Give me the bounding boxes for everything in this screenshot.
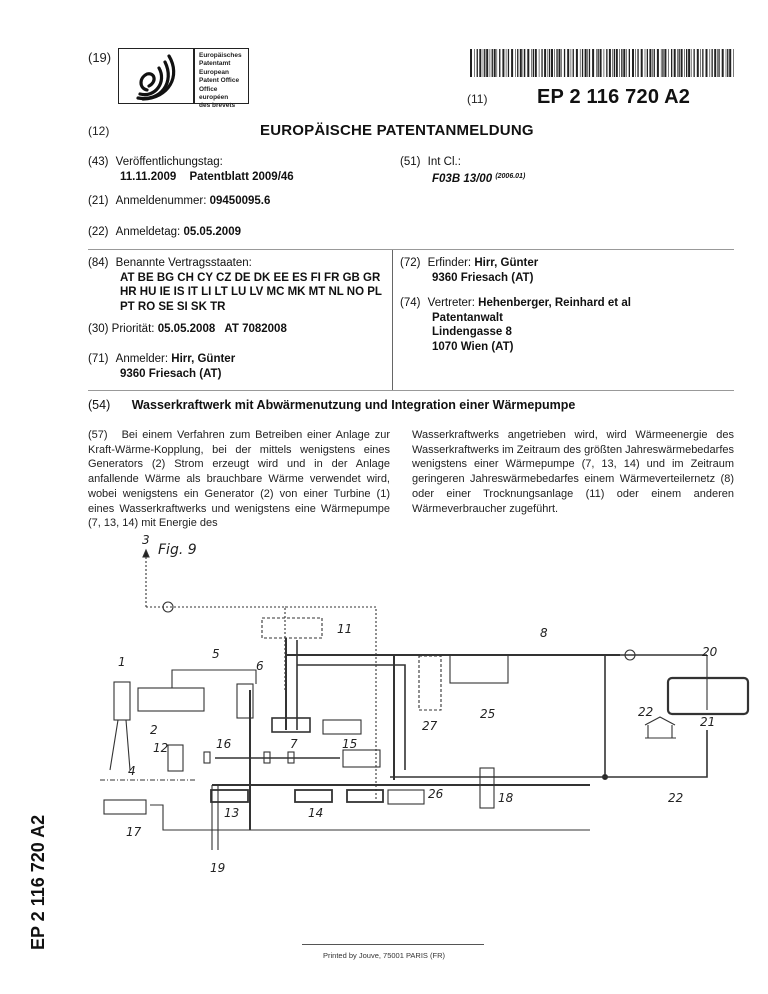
patent-drawing	[90, 530, 718, 875]
ref-numeral: 27	[422, 719, 438, 733]
barcode-bar	[681, 49, 683, 77]
ref-numeral: 12	[153, 741, 169, 755]
inid-74: (74)	[400, 297, 421, 309]
abstract-column-2	[412, 428, 734, 516]
barcode-bar	[671, 49, 672, 77]
barcode-bar	[497, 49, 498, 77]
barcode-bar	[697, 49, 699, 77]
states-line: AT BE BG CH CY CZ DE DK EE ES FI FR GB GR	[120, 271, 381, 284]
barcode-bar	[654, 49, 655, 77]
barcode-bar	[539, 49, 540, 77]
application-number-label: Anmeldenummer:	[115, 195, 207, 207]
applicant-name: Hirr, Günter	[171, 353, 236, 365]
logo-line: Patent Office	[199, 76, 240, 84]
priority-value: 05.05.2008 AT 7082008	[157, 323, 287, 335]
barcode-bar	[686, 49, 687, 77]
inventor-block	[400, 256, 538, 285]
barcode-bar	[585, 49, 587, 77]
barcode-bar	[623, 49, 625, 77]
barcode-bar	[567, 49, 569, 77]
barcode-bar	[647, 49, 648, 77]
filing-date-label: Anmeldetag:	[115, 226, 181, 238]
divider	[88, 249, 734, 250]
barcode-bar	[652, 49, 653, 77]
barcode-bar	[502, 49, 504, 77]
barcode-bar	[626, 49, 627, 77]
barcode-bar	[533, 49, 534, 77]
inid-57: (57)	[88, 429, 108, 441]
inid-21: (21)	[88, 195, 109, 207]
classification-block	[400, 155, 525, 187]
ref-numeral: 16	[216, 737, 232, 751]
ref-numeral: 19	[210, 861, 226, 875]
barcode-bar	[517, 49, 518, 77]
barcode-bar	[486, 49, 488, 77]
logo-line: des brevets	[199, 101, 236, 109]
representative-label: Vertreter:	[427, 297, 475, 309]
publication-number: EP 2 116 720 A2	[537, 86, 691, 108]
barcode-bar	[727, 49, 728, 77]
ref-numeral: 17	[126, 825, 142, 839]
publication-label: Veröffentlichungstag:	[115, 156, 223, 168]
filing-date: 05.05.2009	[183, 226, 241, 238]
barcode-bar	[657, 49, 659, 77]
priority-label: Priorität:	[111, 323, 155, 335]
invention-title: Wasserkraftwerk mit Abwärmenutzung und Integration einer Wärmepumpe	[131, 398, 576, 412]
abstract-text: Bei einem Verfahren zum Betreiben einer Anlage zur Kraft-Wärme-Kopplung, bei der mittels wenigstens eines Generators (2) Strom erzeugt wird und in der Anlage anfallende Wärme als brauchbare Wärme verwendet wird, wobei wenigstens ein Generator (2) von einer Turbine (1) eines Wasserkraftwerks und wenigstens eine Wärmepumpe (7, 13, 14) mit Energie des	[88, 429, 390, 530]
barcode-bar	[474, 49, 475, 77]
inid-11: (11)	[467, 92, 488, 106]
publication-date: 11.11.2009	[120, 170, 177, 183]
ipc-code: F03B 13/00	[432, 173, 493, 186]
barcode-bar	[559, 49, 561, 77]
barcode-bar	[582, 49, 583, 77]
barcode-bar	[726, 49, 727, 77]
barcode-bar	[661, 49, 662, 77]
barcode-bar	[733, 49, 734, 77]
classification-label: Int Cl.:	[427, 156, 461, 168]
ref-numeral: 3	[142, 533, 150, 547]
divider	[88, 390, 734, 391]
application-number: 09450095.6	[209, 195, 271, 207]
barcode-bar	[712, 49, 713, 77]
barcode-bar	[515, 49, 516, 77]
barcode-bar	[535, 49, 537, 77]
ref-numeral: 14	[308, 806, 324, 820]
barcode-bar	[679, 49, 680, 77]
ref-numeral: 13	[224, 806, 240, 820]
barcode-bar	[614, 49, 615, 77]
printer-note: Printed by Jouve, 75001 PARIS (FR)	[323, 951, 445, 960]
application-number-block	[88, 194, 270, 209]
barcode-bar	[649, 49, 651, 77]
ref-numeral: 15	[342, 737, 358, 751]
inid-71: (71)	[88, 353, 109, 365]
barcode-bar	[564, 49, 565, 77]
inid-72: (72)	[400, 257, 421, 269]
barcode-bar	[598, 49, 599, 77]
representative-line: Lindengasse 8	[432, 326, 512, 338]
barcode-bar	[684, 49, 685, 77]
column-divider	[392, 250, 393, 390]
states-line: PT RO SE SI SK TR	[120, 300, 226, 313]
logo-line: Office européen	[199, 86, 229, 101]
barcode-bar	[674, 49, 676, 77]
ipc-version: (2006.01)	[495, 172, 526, 180]
ref-numeral: 5	[212, 647, 220, 661]
logo-line: European	[199, 69, 229, 77]
ref-numeral: 8	[540, 626, 548, 640]
barcode-bar	[490, 49, 491, 77]
inid-12: (12)	[88, 124, 110, 138]
barcode-bar	[677, 49, 678, 77]
inid-22: (22)	[88, 226, 109, 238]
applicant-label: Anmelder:	[115, 353, 169, 365]
barcode-bar	[508, 49, 509, 77]
barcode-bar	[492, 49, 493, 77]
barcode-bar	[554, 49, 555, 77]
barcode-bar	[511, 49, 513, 77]
barcode-bar	[662, 49, 663, 77]
barcode-bar	[694, 49, 695, 77]
inid-19: (19)	[88, 50, 112, 65]
representative-line: Patentanwalt	[432, 311, 503, 324]
inid-51: (51)	[400, 156, 421, 168]
ref-numeral: 11	[337, 622, 353, 636]
ref-numeral: 21	[700, 715, 716, 729]
designated-states-list	[120, 271, 382, 315]
barcode-bar	[710, 49, 711, 77]
abstract-column-1	[88, 428, 390, 531]
barcode-bar	[632, 49, 634, 77]
ref-numeral: 1	[118, 655, 126, 669]
inid-84: (84)	[88, 257, 109, 269]
figure-caption: Fig. 9	[158, 542, 197, 558]
barcode-bar	[706, 49, 708, 77]
footer-rule	[302, 944, 484, 945]
logo-line: Patentamt	[199, 59, 231, 67]
barcode-bar	[664, 49, 666, 77]
barcode-bar	[494, 49, 496, 77]
barcode	[470, 49, 737, 77]
barcode-bar	[596, 49, 597, 77]
designated-states-label: Benannte Vertragsstaaten:	[115, 257, 252, 269]
epo-logo-text	[199, 52, 248, 111]
priority-block	[88, 322, 287, 337]
side-publication-number: EP 2 116 720 A2	[28, 814, 48, 950]
barcode-bar	[587, 49, 588, 77]
epo-logo-icon	[125, 52, 187, 100]
inventor-label: Erfinder:	[427, 257, 472, 269]
representative-line: 1070 Wien (AT)	[432, 340, 514, 353]
barcode-bar	[589, 49, 590, 77]
barcode-bar	[718, 49, 719, 77]
barcode-bar	[479, 49, 481, 77]
barcode-bar	[576, 49, 578, 77]
inid-54: (54)	[88, 398, 111, 412]
barcode-bar	[527, 49, 529, 77]
ref-numeral: 7	[290, 737, 298, 751]
barcode-bar	[688, 49, 690, 77]
representative-block	[400, 296, 631, 354]
barcode-bar	[637, 49, 638, 77]
inid-30: (30)	[88, 323, 109, 335]
barcode-bar	[717, 49, 718, 77]
epo-logo	[118, 48, 249, 109]
barcode-bar	[722, 49, 724, 77]
ref-numeral: 22	[668, 791, 684, 805]
applicant-block	[88, 352, 235, 381]
ref-numeral: 2	[150, 723, 158, 737]
designated-states-block	[88, 256, 382, 314]
logo-line: Europäisches	[199, 52, 242, 59]
barcode-bar	[561, 49, 562, 77]
barcode-bar	[612, 49, 613, 77]
barcode-bar	[616, 49, 618, 77]
inventor-address: 9360 Friesach (AT)	[432, 271, 534, 284]
barcode-bar	[600, 49, 602, 77]
inid-43: (43)	[88, 156, 109, 168]
barcode-bar	[729, 49, 731, 77]
barcode-bar	[604, 49, 605, 77]
ref-numeral: 22	[638, 705, 654, 719]
barcode-bar	[621, 49, 622, 77]
barcode-bar	[645, 49, 646, 77]
applicant-address: 9360 Friesach (AT)	[120, 367, 222, 380]
barcode-bar	[702, 49, 703, 77]
barcode-bar	[556, 49, 557, 77]
barcode-bar	[523, 49, 524, 77]
barcode-bar	[609, 49, 611, 77]
barcode-bar	[606, 49, 607, 77]
barcode-bar	[541, 49, 542, 77]
barcode-bar	[691, 49, 692, 77]
filing-date-block	[88, 225, 241, 240]
barcode-bar	[483, 49, 484, 77]
barcode-bar	[619, 49, 620, 77]
barcode-bar	[524, 49, 525, 77]
barcode-bar	[635, 49, 636, 77]
abstract-text: Wasserkraftwerks angetrieben wird, wird Wärmeenergie des Wasserkraftwerks im Zeitraum des größten Jahreswärmebedarfes wenigstens einer Wärmepumpe (7, 13, 14) und im Zeitraum geringeren Jahreswärmebedarfes einem Wärmeverteilernetz (8) oder einer Trocknungsanlage (11) oder einem anderen Wärmeverbraucher zugeführt.	[412, 429, 734, 515]
states-line: HR HU IE IS IT LI LT LU LV MC MK MT NL NO PL	[120, 286, 382, 298]
barcode-bar	[484, 49, 485, 77]
barcode-bar	[580, 49, 581, 77]
barcode-bar	[520, 49, 522, 77]
ref-numeral: 6	[256, 659, 264, 673]
barcode-bar	[571, 49, 572, 77]
barcode-bar	[477, 49, 478, 77]
barcode-bar	[714, 49, 716, 77]
barcode-bar	[544, 49, 546, 77]
barcode-bar	[549, 49, 550, 77]
barcode-bar	[470, 49, 472, 77]
representative-address	[432, 311, 631, 355]
title-block	[88, 398, 575, 413]
ref-numeral: 20	[702, 645, 718, 659]
bulletin: Patentblatt 2009/46	[189, 170, 294, 183]
barcode-bar	[700, 49, 701, 77]
ref-numeral: 18	[498, 791, 514, 805]
barcode-bar	[531, 49, 532, 77]
barcode-bar	[499, 49, 500, 77]
representative-name: Hehenberger, Reinhard et al	[478, 297, 631, 309]
barcode-bar	[641, 49, 643, 77]
barcode-bar	[573, 49, 574, 77]
ref-numeral: 26	[428, 787, 444, 801]
barcode-bar	[551, 49, 553, 77]
document-type: EUROPÄISCHE PATENTANMELDUNG	[260, 122, 534, 139]
barcode-bar	[668, 49, 669, 77]
barcode-bar	[506, 49, 507, 77]
barcode-bar	[629, 49, 630, 77]
barcode-bar	[548, 49, 549, 77]
publication-date-block	[88, 155, 294, 184]
ref-numeral: 4	[128, 764, 136, 778]
ref-numeral: 25	[480, 707, 496, 721]
inventor-name: Hirr, Günter	[474, 257, 539, 269]
barcode-bar	[592, 49, 594, 77]
